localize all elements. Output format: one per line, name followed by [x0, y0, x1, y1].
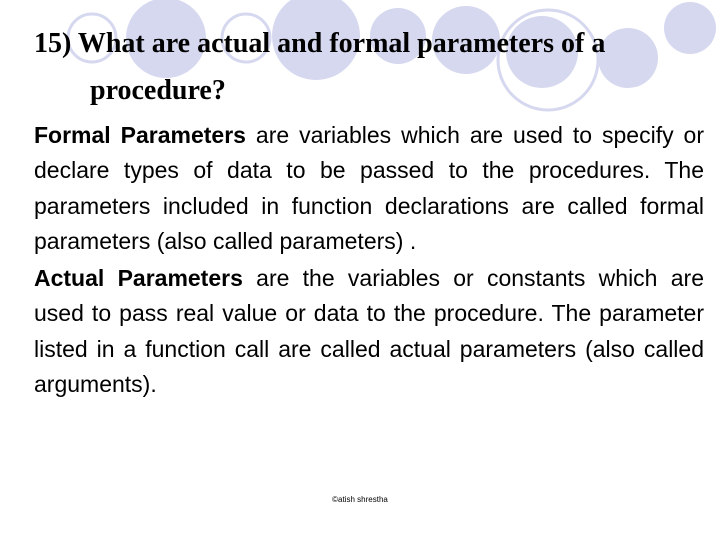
footer-credit: ©atish shrestha	[332, 495, 388, 504]
definition-actual-parameters: are the variables or constants which are used to pass real value or data to the procedure. The parameter listed in a function call are called actual parameters (also called arguments).	[34, 265, 704, 398]
title-line-1: 15) What are actual and formal parameters of a	[34, 28, 606, 59]
slide-title	[34, 20, 714, 114]
term-formal-parameters: Formal Parameters	[34, 122, 246, 148]
paragraph-formal-parameters	[34, 118, 704, 259]
term-actual-parameters: Actual Parameters	[34, 265, 243, 292]
slide-body	[34, 118, 704, 404]
paragraph-actual-parameters	[34, 261, 704, 402]
title-line-2: procedure?	[90, 75, 226, 106]
definition-formal-parameters: are variables which are used to specify or declare types of data to be passed to the procedures. The parameters included in function declarations are called formal parameters (also called parameters) .	[34, 122, 704, 254]
